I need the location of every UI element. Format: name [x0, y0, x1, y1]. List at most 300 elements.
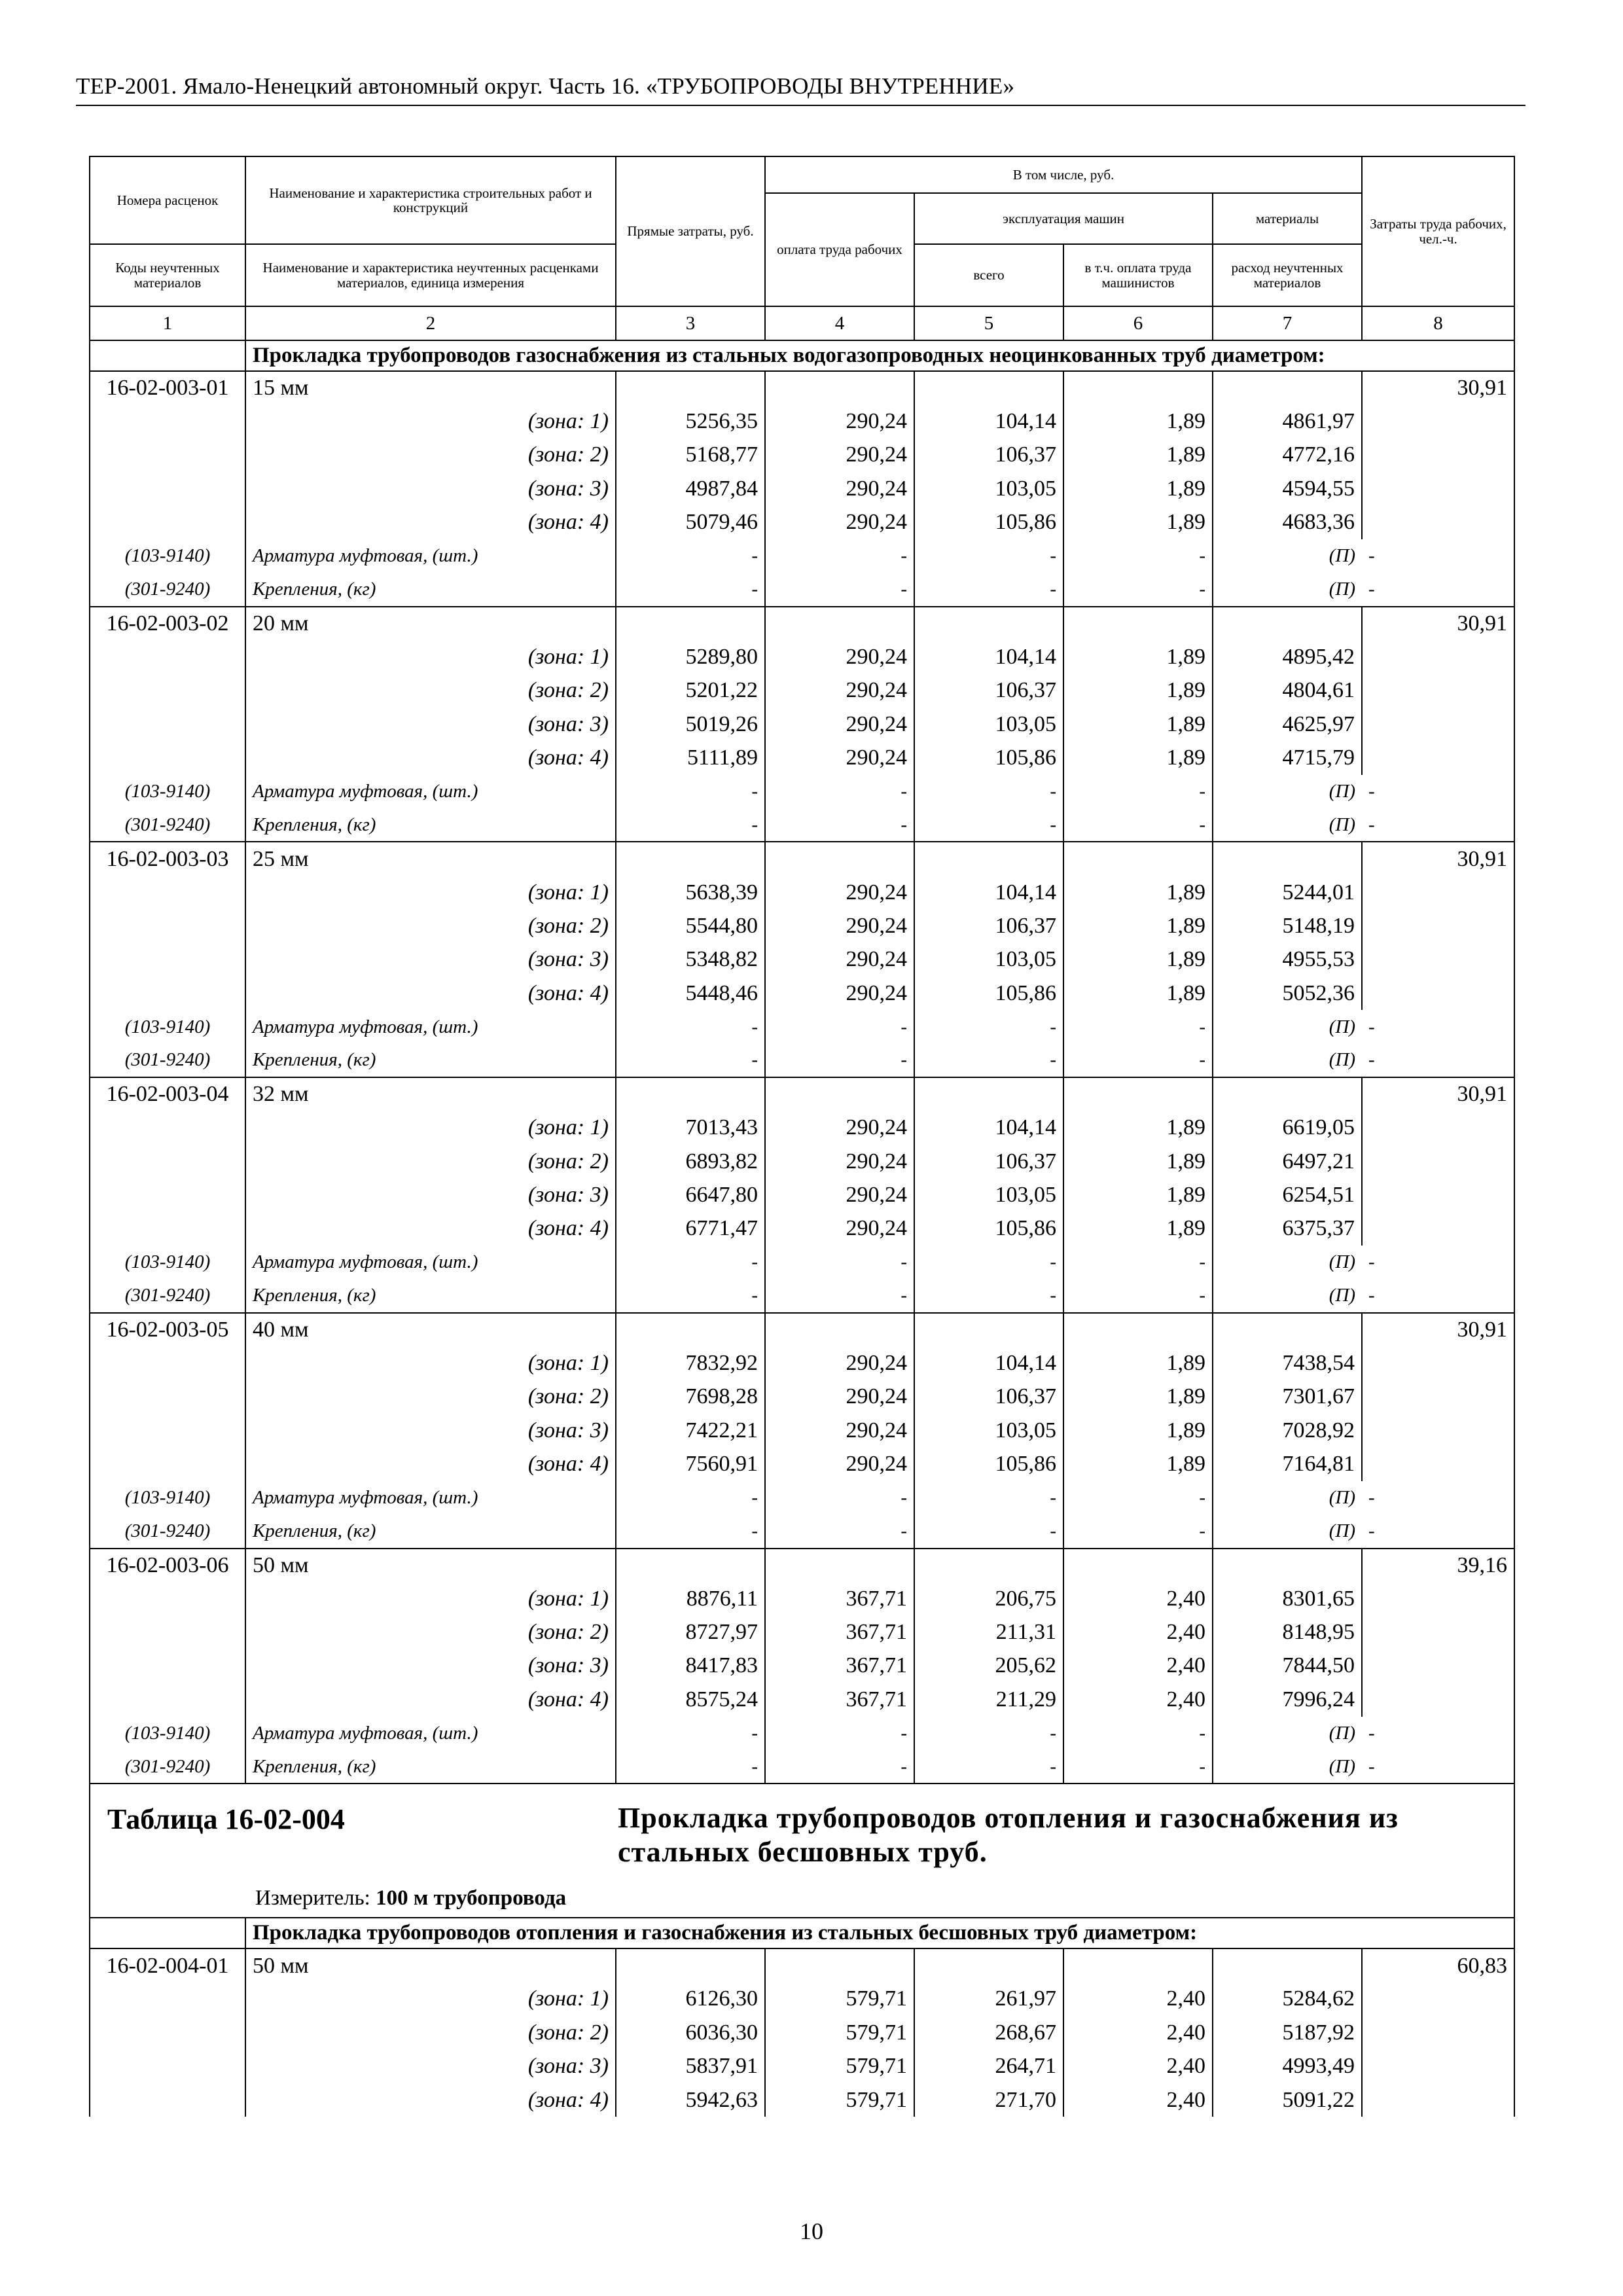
zone-row: [90, 2083, 1514, 2117]
material-value: -: [1362, 1044, 1514, 1077]
header-rule: [76, 105, 1525, 106]
zone-value: 6497,21: [1213, 1145, 1362, 1178]
zone-value: 5019,26: [616, 708, 765, 741]
empty-cell: [1362, 1111, 1514, 1145]
zone-value: 367,71: [765, 1683, 914, 1716]
norm-code: 16-02-003-01: [90, 371, 245, 404]
zone-value: 2,40: [1063, 1982, 1213, 2016]
material-value: -: [914, 1750, 1063, 1784]
material-value: -: [616, 539, 765, 573]
zone-value: 104,14: [914, 1111, 1063, 1145]
zone-value: 5187,92: [1213, 2016, 1362, 2049]
table-caption-row: [90, 1784, 1514, 1918]
zone-value: 1,89: [1063, 1380, 1213, 1414]
zone-value: 106,37: [914, 1380, 1063, 1414]
material-value: -: [616, 1044, 765, 1077]
material-value: -: [765, 1010, 914, 1043]
empty-cell: [1362, 439, 1514, 472]
zone-value: 7560,91: [616, 1447, 765, 1480]
zone-value: 5544,80: [616, 909, 765, 942]
zone-value: 4594,55: [1213, 472, 1362, 505]
material-value: -: [765, 1717, 914, 1750]
zone-value: 1,89: [1063, 1145, 1213, 1178]
zone-label: (зона: 3): [245, 2049, 616, 2083]
material-code: (103-9140): [90, 1481, 245, 1515]
empty-cell: [1213, 1948, 1362, 1982]
material-code: (301-9240): [90, 1280, 245, 1313]
empty-cell: [90, 404, 245, 438]
empty-cell: [914, 371, 1063, 404]
zone-value: 367,71: [765, 1582, 914, 1615]
section-heading-row: [90, 340, 1514, 371]
material-code: (301-9240): [90, 1044, 245, 1077]
material-value: -: [1362, 539, 1514, 573]
empty-cell: [90, 340, 245, 371]
zone-value: 290,24: [765, 1111, 914, 1145]
empty-cell: [914, 842, 1063, 875]
labor-value: 30,91: [1362, 1077, 1514, 1111]
zone-value: 205,62: [914, 1649, 1063, 1683]
material-row: [90, 1010, 1514, 1043]
item-name: 25 мм: [245, 842, 616, 875]
zone-value: 290,24: [765, 1145, 914, 1178]
zone-label: (зона: 3): [245, 708, 616, 741]
norm-code: 16-02-003-04: [90, 1077, 245, 1111]
zone-row: [90, 673, 1514, 707]
zone-value: 103,05: [914, 472, 1063, 505]
zone-value: 1,89: [1063, 640, 1213, 673]
material-code: (301-9240): [90, 808, 245, 842]
empty-cell: [90, 876, 245, 909]
material-row: [90, 1280, 1514, 1313]
empty-cell: [1362, 977, 1514, 1010]
zone-row: [90, 404, 1514, 438]
zone-value: 2,40: [1063, 1683, 1213, 1716]
material-value: -: [616, 808, 765, 842]
zone-value: 1,89: [1063, 741, 1213, 774]
material-code: (103-9140): [90, 1717, 245, 1750]
zone-value: 367,71: [765, 1649, 914, 1683]
material-value: -: [1063, 1246, 1213, 1279]
col-number: 3: [616, 306, 765, 340]
zone-label: (зона: 2): [245, 1615, 616, 1649]
zone-value: 290,24: [765, 404, 914, 438]
zone-value: 2,40: [1063, 2083, 1213, 2117]
zone-label: (зона: 3): [245, 1178, 616, 1211]
zone-value: 1,89: [1063, 673, 1213, 707]
labor-value: 30,91: [1362, 1313, 1514, 1346]
empty-cell: [1213, 842, 1362, 875]
zone-value: 8727,97: [616, 1615, 765, 1649]
page-number: 10: [800, 2218, 823, 2244]
material-value: (П): [1213, 808, 1362, 842]
labor-value: 30,91: [1362, 371, 1514, 404]
material-name: Крепления, (кг): [245, 573, 616, 606]
empty-cell: [1362, 472, 1514, 505]
zone-row: [90, 876, 1514, 909]
empty-cell: [1362, 1178, 1514, 1211]
material-name: Арматура муфтовая, (шт.): [245, 1481, 616, 1515]
zone-value: 6126,30: [616, 1982, 765, 2016]
zone-value: 5111,89: [616, 741, 765, 774]
item-row: [90, 371, 1514, 404]
material-value: -: [616, 775, 765, 808]
zone-value: 211,31: [914, 1615, 1063, 1649]
empty-cell: [1362, 1649, 1514, 1683]
empty-cell: [616, 371, 765, 404]
norm-code: 16-02-004-01: [90, 1948, 245, 1982]
zone-value: 5079,46: [616, 506, 765, 539]
zone-value: 1,89: [1063, 472, 1213, 505]
zone-value: 6619,05: [1213, 1111, 1362, 1145]
material-name: Арматура муфтовая, (шт.): [245, 1717, 616, 1750]
col-number: 1: [90, 306, 245, 340]
zone-value: 6893,82: [616, 1145, 765, 1178]
empty-cell: [90, 708, 245, 741]
zone-value: 1,89: [1063, 876, 1213, 909]
empty-cell: [914, 1948, 1063, 1982]
col-work-name: Наименование и характеристика строительных работ и конструкций: [245, 156, 616, 244]
empty-cell: [90, 640, 245, 673]
zone-row: [90, 640, 1514, 673]
col-direct-costs: Прямые затраты, руб.: [616, 156, 765, 306]
empty-cell: [1362, 673, 1514, 707]
zone-value: 4625,97: [1213, 708, 1362, 741]
empty-cell: [1362, 2016, 1514, 2049]
empty-cell: [90, 1178, 245, 1211]
zone-value: 7832,92: [616, 1346, 765, 1380]
material-value: -: [765, 775, 914, 808]
material-value: -: [1063, 539, 1213, 573]
empty-cell: [1063, 1313, 1213, 1346]
material-value: -: [1063, 573, 1213, 606]
empty-cell: [1362, 1683, 1514, 1716]
material-value: -: [765, 808, 914, 842]
zone-row: [90, 1178, 1514, 1211]
zone-value: 8301,65: [1213, 1582, 1362, 1615]
zone-value: 579,71: [765, 1982, 914, 2016]
item-name: 15 мм: [245, 371, 616, 404]
zone-value: 105,86: [914, 1447, 1063, 1480]
zone-value: 290,24: [765, 708, 914, 741]
col-material-codes: Коды неучтенных материалов: [90, 244, 245, 306]
empty-cell: [765, 1313, 914, 1346]
zone-value: 290,24: [765, 1212, 914, 1246]
material-value: -: [616, 1481, 765, 1515]
empty-cell: [1063, 371, 1213, 404]
zone-value: 290,24: [765, 977, 914, 1010]
empty-cell: [616, 607, 765, 640]
meter-line: [255, 1886, 566, 1910]
zone-value: 4683,36: [1213, 506, 1362, 539]
zone-row: [90, 741, 1514, 774]
zone-value: 7013,43: [616, 1111, 765, 1145]
empty-cell: [90, 1582, 245, 1615]
zone-row: [90, 1447, 1514, 1480]
material-value: -: [914, 808, 1063, 842]
col-norm-numbers: Номера расценок: [90, 156, 245, 244]
material-name: Крепления, (кг): [245, 1515, 616, 1548]
empty-cell: [1362, 1145, 1514, 1178]
item-row: [90, 1313, 1514, 1346]
empty-cell: [90, 506, 245, 539]
table-title: Прокладка трубопроводов отопления и газоснабжения из стальных бесшовных труб.: [618, 1802, 1399, 1868]
zone-value: 290,24: [765, 439, 914, 472]
zone-value: 290,24: [765, 640, 914, 673]
col-including: В том числе, руб.: [765, 156, 1362, 193]
material-value: -: [765, 1750, 914, 1784]
zone-label: (зона: 4): [245, 506, 616, 539]
empty-cell: [1063, 1549, 1213, 1582]
zone-value: 103,05: [914, 943, 1063, 977]
material-value: -: [914, 1280, 1063, 1313]
zone-label: (зона: 1): [245, 1111, 616, 1145]
zone-value: 271,70: [914, 2083, 1063, 2117]
zone-value: 7164,81: [1213, 1447, 1362, 1480]
zone-label: (зона: 2): [245, 439, 616, 472]
item-name: 40 мм: [245, 1313, 616, 1346]
material-value: -: [914, 539, 1063, 573]
empty-cell: [90, 2049, 245, 2083]
empty-cell: [90, 2016, 245, 2049]
empty-cell: [1362, 1346, 1514, 1380]
zone-label: (зона: 4): [245, 1212, 616, 1246]
item-name: 32 мм: [245, 1077, 616, 1111]
empty-cell: [914, 607, 1063, 640]
zone-label: (зона: 3): [245, 1414, 616, 1447]
zone-row: [90, 472, 1514, 505]
zone-row: [90, 2049, 1514, 2083]
material-code: (301-9240): [90, 573, 245, 606]
zone-value: 5837,91: [616, 2049, 765, 2083]
norm-code: 16-02-003-02: [90, 607, 245, 640]
zone-value: 290,24: [765, 876, 914, 909]
material-row: [90, 808, 1514, 842]
empty-cell: [765, 1948, 914, 1982]
empty-cell: [90, 1683, 245, 1716]
zone-value: 1,89: [1063, 404, 1213, 438]
material-value: (П): [1213, 1280, 1362, 1313]
empty-cell: [765, 607, 914, 640]
item-row: [90, 1948, 1514, 1982]
zone-value: 1,89: [1063, 1346, 1213, 1380]
zone-value: 7422,21: [616, 1414, 765, 1447]
zone-row: [90, 506, 1514, 539]
material-value: (П): [1213, 1481, 1362, 1515]
zone-value: 4861,97: [1213, 404, 1362, 438]
zone-value: 1,89: [1063, 1212, 1213, 1246]
labor-value: 39,16: [1362, 1549, 1514, 1582]
zone-value: 8417,83: [616, 1649, 765, 1683]
empty-cell: [90, 1447, 245, 1480]
material-value: -: [1362, 1750, 1514, 1784]
material-value: -: [616, 1515, 765, 1548]
zone-value: 290,24: [765, 943, 914, 977]
zone-value: 6771,47: [616, 1212, 765, 1246]
empty-cell: [1362, 876, 1514, 909]
zone-row: [90, 1380, 1514, 1414]
zone-value: 106,37: [914, 673, 1063, 707]
material-value: -: [914, 1717, 1063, 1750]
material-value: -: [1063, 1515, 1213, 1548]
labor-value: 30,91: [1362, 607, 1514, 640]
zone-value: 5448,46: [616, 977, 765, 1010]
item-name: 50 мм: [245, 1549, 616, 1582]
zone-label: (зона: 2): [245, 1145, 616, 1178]
zone-value: 7028,92: [1213, 1414, 1362, 1447]
col-machines-total: всего: [914, 244, 1063, 306]
col-number: 7: [1213, 306, 1362, 340]
material-code: (103-9140): [90, 775, 245, 808]
zone-value: 2,40: [1063, 2049, 1213, 2083]
material-value: -: [765, 1044, 914, 1077]
norm-code: 16-02-003-05: [90, 1313, 245, 1346]
empty-cell: [765, 842, 914, 875]
zone-value: 6647,80: [616, 1178, 765, 1211]
zone-value: 8148,95: [1213, 1615, 1362, 1649]
empty-cell: [1362, 1380, 1514, 1414]
material-value: -: [914, 1010, 1063, 1043]
zone-label: (зона: 1): [245, 1582, 616, 1615]
material-value: -: [1063, 808, 1213, 842]
zone-value: 290,24: [765, 506, 914, 539]
item-name: 20 мм: [245, 607, 616, 640]
empty-cell: [1362, 640, 1514, 673]
zone-label: (зона: 2): [245, 2016, 616, 2049]
empty-cell: [1362, 1982, 1514, 2016]
zone-label: (зона: 4): [245, 1683, 616, 1716]
zone-value: 6036,30: [616, 2016, 765, 2049]
zone-value: 1,89: [1063, 943, 1213, 977]
zone-row: [90, 1111, 1514, 1145]
zone-value: 1,89: [1063, 909, 1213, 942]
empty-cell: [1362, 1414, 1514, 1447]
empty-cell: [1362, 506, 1514, 539]
price-table: [89, 156, 1515, 2117]
material-value: -: [1362, 573, 1514, 606]
zone-row: [90, 977, 1514, 1010]
material-value: -: [1362, 1280, 1514, 1313]
col-material-name: Наименование и характеристика неучтенных расценками материалов, единица измерения: [245, 244, 616, 306]
material-value: -: [1362, 1481, 1514, 1515]
zone-row: [90, 439, 1514, 472]
material-row: [90, 1750, 1514, 1784]
empty-cell: [90, 673, 245, 707]
zone-row: [90, 1683, 1514, 1716]
zone-value: 5052,36: [1213, 977, 1362, 1010]
empty-cell: [90, 1380, 245, 1414]
zone-value: 290,24: [765, 1346, 914, 1380]
zone-value: 290,24: [765, 1178, 914, 1211]
zone-value: 7698,28: [616, 1380, 765, 1414]
material-value: -: [765, 1515, 914, 1548]
running-header: ТЕР-2001. Ямало-Ненецкий автономный округ. Часть 16. «ТРУБОПРОВОДЫ ВНУТРЕННИЕ»: [76, 73, 1015, 99]
material-value: (П): [1213, 539, 1362, 573]
empty-cell: [90, 1649, 245, 1683]
empty-cell: [90, 472, 245, 505]
zone-label: (зона: 1): [245, 640, 616, 673]
material-value: -: [1362, 1246, 1514, 1279]
zone-value: 290,24: [765, 741, 914, 774]
empty-cell: [1362, 943, 1514, 977]
zone-row: [90, 1145, 1514, 1178]
empty-cell: [90, 2083, 245, 2117]
zone-row: [90, 1414, 1514, 1447]
zone-value: 5284,62: [1213, 1982, 1362, 2016]
zone-value: 1,89: [1063, 1447, 1213, 1480]
zone-value: 105,86: [914, 741, 1063, 774]
material-name: Крепления, (кг): [245, 1044, 616, 1077]
material-row: [90, 1717, 1514, 1750]
zone-label: (зона: 3): [245, 943, 616, 977]
zone-label: (зона: 2): [245, 673, 616, 707]
empty-cell: [765, 1549, 914, 1582]
zone-value: 206,75: [914, 1582, 1063, 1615]
material-value: -: [1362, 1717, 1514, 1750]
zone-value: 5256,35: [616, 404, 765, 438]
empty-cell: [616, 1549, 765, 1582]
material-code: (103-9140): [90, 1246, 245, 1279]
zone-value: 105,86: [914, 506, 1063, 539]
material-value: -: [616, 1280, 765, 1313]
material-value: (П): [1213, 1515, 1362, 1548]
empty-cell: [1362, 404, 1514, 438]
empty-cell: [1362, 2083, 1514, 2117]
zone-value: 1,89: [1063, 708, 1213, 741]
material-row: [90, 1044, 1514, 1077]
empty-cell: [1063, 1077, 1213, 1111]
empty-cell: [1362, 1615, 1514, 1649]
zone-value: 2,40: [1063, 1582, 1213, 1615]
material-value: -: [1362, 1515, 1514, 1548]
zone-value: 290,24: [765, 909, 914, 942]
material-value: (П): [1213, 1044, 1362, 1077]
meter-prefix: Измеритель:: [255, 1886, 376, 1910]
zone-row: [90, 1649, 1514, 1683]
empty-cell: [1362, 1582, 1514, 1615]
zone-value: 367,71: [765, 1615, 914, 1649]
zone-value: 104,14: [914, 640, 1063, 673]
material-value: -: [616, 1717, 765, 1750]
zone-value: 104,14: [914, 404, 1063, 438]
zone-value: 4772,16: [1213, 439, 1362, 472]
material-value: (П): [1213, 1750, 1362, 1784]
col-number: 8: [1362, 306, 1514, 340]
zone-label: (зона: 4): [245, 2083, 616, 2117]
item-row: [90, 607, 1514, 640]
material-value: -: [1063, 775, 1213, 808]
zone-row: [90, 1982, 1514, 2016]
item-name: 50 мм: [245, 1948, 616, 1982]
material-value: -: [914, 1044, 1063, 1077]
material-value: -: [1063, 1044, 1213, 1077]
material-value: -: [1063, 1010, 1213, 1043]
material-value: -: [765, 539, 914, 573]
material-row: [90, 1515, 1514, 1548]
zone-label: (зона: 1): [245, 1982, 616, 2016]
material-value: (П): [1213, 1010, 1362, 1043]
zone-value: 6375,37: [1213, 1212, 1362, 1246]
zone-value: 7844,50: [1213, 1649, 1362, 1683]
empty-cell: [616, 1077, 765, 1111]
material-value: -: [914, 775, 1063, 808]
material-value: -: [616, 1246, 765, 1279]
zone-value: 4993,49: [1213, 2049, 1362, 2083]
material-value: (П): [1213, 573, 1362, 606]
zone-value: 2,40: [1063, 1649, 1213, 1683]
zone-value: 4895,42: [1213, 640, 1362, 673]
zone-row: [90, 943, 1514, 977]
